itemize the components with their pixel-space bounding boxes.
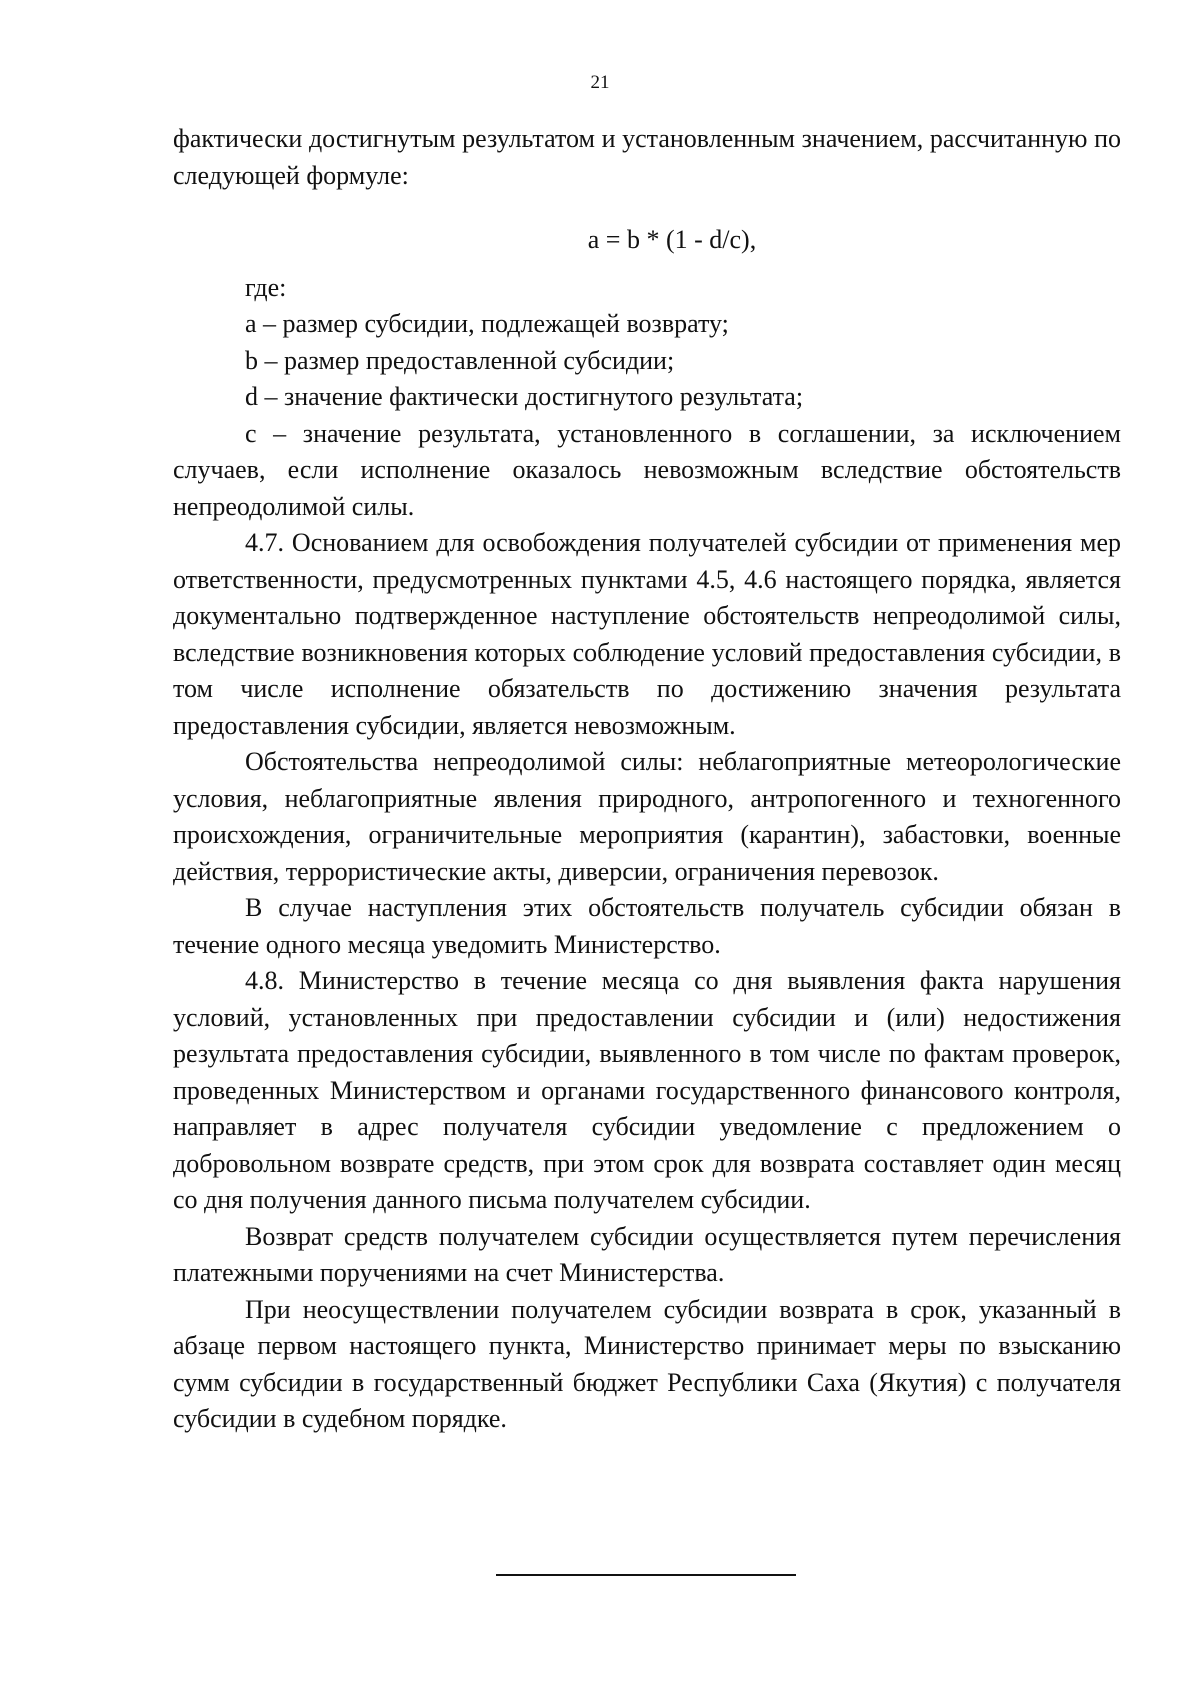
paragraph-force-majeure: Обстоятельства непреодолимой силы: неблагоприятные метеорологические условия, неблагоприятные явления природного, антропогенного и техногенного происхождения, ограничительные мероприятия (карантин), забастовки, военные действия, террористические акты, диверсии, ограничения перевозок.: [173, 747, 1121, 886]
definition-b: b – размер предоставленной субсидии;: [245, 345, 675, 375]
page-number: 21: [590, 72, 610, 93]
definition-a: а – размер субсидии, подлежащей возврату;: [245, 309, 729, 338]
paragraph-recovery: При неосуществлении получателем субсидии возврата в срок, указанный в абзаце первом настоящего пункта, Министерство принимает меры по взысканию сумм субсидии в государственный бюджет Республики Саха (Якутия) с получателя субсидии в судебном порядке.: [173, 1294, 1121, 1433]
paragraph-4-8: 4.8. Министерство в течение месяца со дня выявления факта нарушения условий, установленных при предоставлении субсидии и (или) недостижения результата предоставления субсидии, выявленного в том числе по фактам проверок, проведенных Министерством и органами государственного финансового контроля, направляет в адрес получателя субсидии уведомление с предложением о добровольном возврате средств, при этом срок для возврата составляет один месяц со дня получения данного письма получателем субсидии.: [173, 966, 1121, 1214]
formula-text: a = b * (1 - d/c),: [587, 225, 757, 254]
formula: [173, 222, 1121, 259]
paragraph-notification: В случае наступления этих обстоятельств получатель субсидии обязан в течение одного месяца уведомить Министерство.: [173, 893, 1121, 959]
intro-paragraph: фактически достигнутым результатом и установленным значением, рассчитанную по следующей формуле:: [173, 124, 1121, 190]
paragraph-4-7: 4.7. Основанием для освобождения получателей субсидии от применения мер ответственности, предусмотренных пунктами 4.5, 4.6 настоящего порядка, является документально подтвержденное наступление обстоятельств непреодолимой силы, вследствие возникновения которых соблюдение условий предоставления субсидии, в том числе исполнение обязательств по достижению значения результата предоставления субсидии, является невозможным.: [173, 528, 1121, 740]
where-label: где:: [245, 272, 287, 302]
end-divider: [496, 1574, 796, 1576]
definition-c: с – значение результата, установленного в соглашении, за исключением случаев, если исполнение оказалось невозможным вследствие обстоятельств непреодолимой силы.: [173, 418, 1121, 521]
definition-d: d – значение фактически достигнутого результата;: [245, 382, 804, 411]
paragraph-refund: Возврат средств получателем субсидии осуществляется путем перечисления платежными поручениями на счет Министерства.: [173, 1221, 1121, 1287]
document-body: [173, 121, 1121, 1438]
